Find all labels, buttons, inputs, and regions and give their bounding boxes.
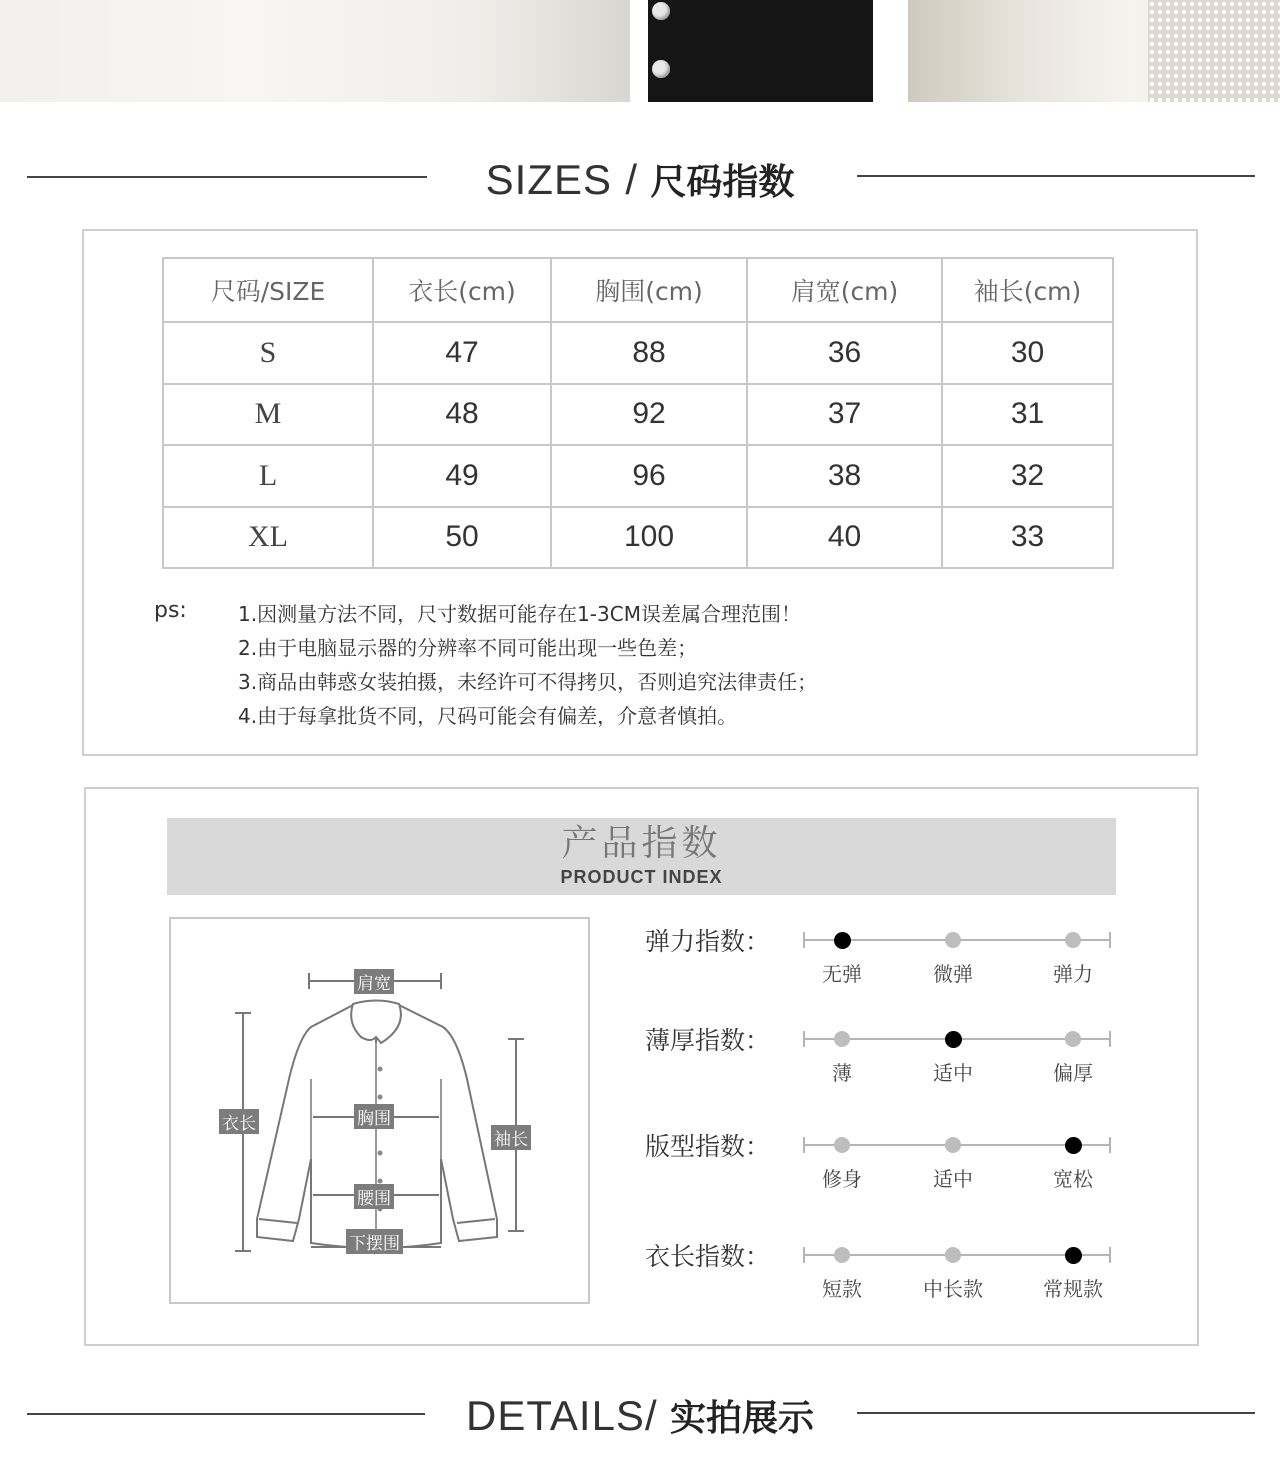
note-line: 3.商品由韩惑女装拍摄，未经许可不得拷贝，否则追究法律责任； bbox=[238, 670, 818, 694]
product-photo-white bbox=[0, 0, 630, 102]
button-detail bbox=[652, 2, 670, 20]
chest-cell: 100 bbox=[551, 507, 747, 569]
col-header-chest: 胸围(cm) bbox=[551, 258, 747, 322]
details-title-cn: 实拍展示 bbox=[669, 1398, 814, 1439]
index-scale-end-tick bbox=[803, 932, 805, 948]
index-scale-end-tick bbox=[1109, 1031, 1111, 1047]
index-option-label: 中长款 bbox=[923, 1277, 983, 1301]
label-length: 衣长 bbox=[219, 1109, 259, 1134]
label-chest: 胸围 bbox=[354, 1104, 394, 1129]
size-cell: XL bbox=[163, 507, 373, 569]
sleeve-cell: 33 bbox=[942, 507, 1113, 569]
note-line: 1.因测量方法不同，尺寸数据可能存在1-3CM误差属合理范围！ bbox=[238, 602, 801, 626]
index-option-label: 短款 bbox=[822, 1277, 862, 1301]
label-shoulder: 肩宽 bbox=[354, 969, 394, 994]
index-scale-end-tick bbox=[803, 1031, 805, 1047]
index-option-label: 弹力 bbox=[1053, 962, 1093, 986]
index-selected-dot bbox=[945, 1031, 962, 1048]
note-line: 2.由于电脑显示器的分辨率不同可能出现一些色差； bbox=[238, 636, 698, 660]
details-heading bbox=[0, 1390, 1280, 1441]
table-row bbox=[163, 507, 1113, 569]
index-label: 版型指数： bbox=[645, 1132, 771, 1161]
length-cell: 50 bbox=[373, 507, 551, 569]
product-index-title-en: PRODUCT INDEX bbox=[560, 867, 723, 887]
title-separator: / bbox=[625, 156, 638, 203]
chest-cell: 92 bbox=[551, 384, 747, 446]
index-scale-end-tick bbox=[1109, 1137, 1111, 1153]
index-dot bbox=[1065, 932, 1081, 948]
product-photo-lace bbox=[908, 0, 1280, 102]
index-option-label: 适中 bbox=[933, 1061, 973, 1085]
ps-label: ps: bbox=[154, 598, 187, 623]
index-scale-end-tick bbox=[1109, 932, 1111, 948]
lace-detail bbox=[1148, 0, 1280, 102]
shoulder-cell: 36 bbox=[747, 322, 942, 384]
title-separator: / bbox=[644, 1392, 657, 1439]
index-dot bbox=[834, 1031, 850, 1047]
table-row bbox=[163, 384, 1113, 446]
sizes-title-cn: 尺码指数 bbox=[650, 162, 795, 203]
product-photo-black bbox=[648, 0, 908, 102]
index-label: 衣长指数： bbox=[645, 1242, 771, 1271]
sizes-heading bbox=[0, 154, 1280, 205]
shoulder-cell: 40 bbox=[747, 507, 942, 569]
size-table bbox=[162, 257, 1114, 569]
col-header-length: 衣长(cm) bbox=[373, 258, 551, 322]
label-hem: 下摆围 bbox=[346, 1229, 403, 1254]
size-notes bbox=[238, 597, 817, 733]
index-option-label: 修身 bbox=[822, 1167, 862, 1191]
sleeve-cell: 32 bbox=[942, 445, 1113, 507]
index-selected-dot bbox=[1065, 1247, 1082, 1264]
index-option-label: 适中 bbox=[933, 1167, 973, 1191]
length-cell: 49 bbox=[373, 445, 551, 507]
label-waist: 腰围 bbox=[354, 1184, 394, 1209]
details-title-en: DETAILS bbox=[466, 1392, 645, 1439]
index-option-label: 常规款 bbox=[1043, 1277, 1103, 1301]
table-row bbox=[163, 322, 1113, 384]
index-label: 弹力指数： bbox=[645, 927, 771, 956]
size-cell: M bbox=[163, 384, 373, 446]
index-selected-dot bbox=[834, 932, 851, 949]
photo-gap bbox=[873, 0, 908, 102]
size-cell: L bbox=[163, 445, 373, 507]
index-scale-end-tick bbox=[803, 1137, 805, 1153]
label-sleeve: 袖长 bbox=[491, 1125, 531, 1150]
index-option-label: 偏厚 bbox=[1053, 1061, 1093, 1085]
length-cell: 48 bbox=[373, 384, 551, 446]
chest-cell: 88 bbox=[551, 322, 747, 384]
sizes-title-en: SIZES bbox=[485, 156, 612, 203]
index-dot bbox=[945, 1247, 961, 1263]
garment-diagram bbox=[169, 917, 590, 1304]
index-scale-end-tick bbox=[803, 1247, 805, 1263]
index-dot bbox=[1065, 1031, 1081, 1047]
col-header-size: 尺码/SIZE bbox=[163, 258, 373, 322]
index-option-label: 薄 bbox=[832, 1061, 852, 1085]
note-line: 4.由于每拿批货不同，尺码可能会有偏差，介意者慎拍。 bbox=[238, 704, 738, 728]
button-detail bbox=[652, 60, 670, 78]
product-index-banner bbox=[167, 818, 1116, 895]
shoulder-cell: 38 bbox=[747, 445, 942, 507]
index-dot bbox=[945, 1137, 961, 1153]
index-option-label: 微弹 bbox=[933, 962, 973, 986]
index-label: 薄厚指数： bbox=[645, 1026, 771, 1055]
chest-cell: 96 bbox=[551, 445, 747, 507]
shoulder-cell: 37 bbox=[747, 384, 942, 446]
index-dot bbox=[834, 1247, 850, 1263]
col-header-shoulder: 肩宽(cm) bbox=[747, 258, 942, 322]
col-header-sleeve: 袖长(cm) bbox=[942, 258, 1113, 322]
index-selected-dot bbox=[1065, 1137, 1082, 1154]
sleeve-cell: 30 bbox=[942, 322, 1113, 384]
length-cell: 47 bbox=[373, 322, 551, 384]
sleeve-cell: 31 bbox=[942, 384, 1113, 446]
index-dot bbox=[834, 1137, 850, 1153]
index-option-label: 无弹 bbox=[822, 962, 862, 986]
index-dot bbox=[945, 932, 961, 948]
product-index-title-cn: 产品指数 bbox=[561, 823, 722, 864]
index-scale-end-tick bbox=[1109, 1247, 1111, 1263]
table-header-row bbox=[163, 258, 1113, 322]
size-cell: S bbox=[163, 322, 373, 384]
index-option-label: 宽松 bbox=[1053, 1167, 1093, 1191]
table-row bbox=[163, 445, 1113, 507]
